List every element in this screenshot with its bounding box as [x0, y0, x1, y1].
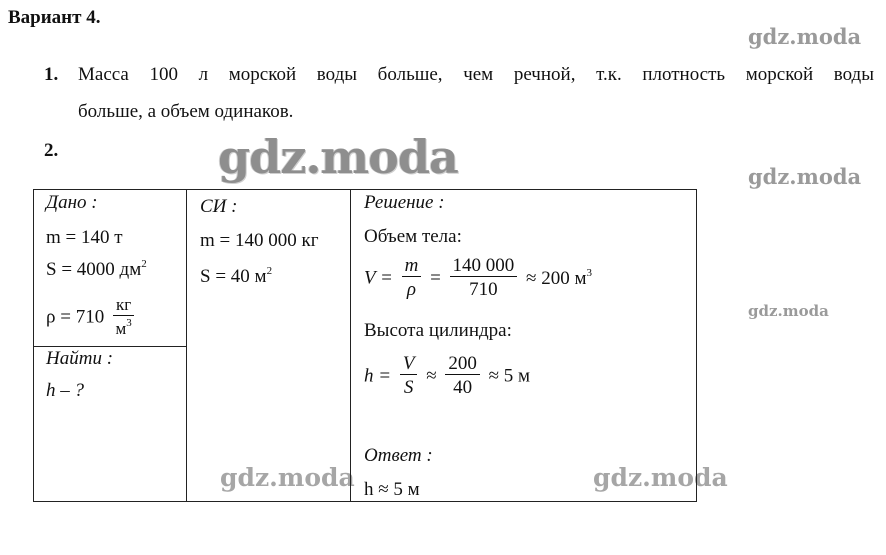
si-area: S = 40 $м^2$ [200, 265, 273, 287]
height-label: Высота цилиндра: [364, 320, 512, 341]
given-heading: Дано : [46, 192, 98, 213]
item-text-line: Масса 100 л морской воды больше, чем речной, т.к. плотность морской воды [78, 64, 874, 85]
item-text-line: больше, а объем одинаков. [78, 101, 294, 122]
watermark: gdz.moda [220, 463, 355, 492]
si-heading: СИ : [200, 196, 238, 217]
item-number: 2. [44, 140, 59, 161]
answer-value: h ≈ 5 м [364, 479, 420, 500]
volume-formula: V = $\frac{m}{\rho}$ = $\frac{140 000}{710}$ ≈ 200 $м^3$ [364, 255, 592, 300]
watermark: gdz.moda [218, 130, 458, 184]
watermark: gdz.moda [748, 24, 862, 49]
si-mass: m = 140 000 кг [200, 230, 319, 251]
given-mass: m = 140 т [46, 227, 123, 248]
watermark: gdz.moda [748, 164, 862, 189]
given-density: ρ = 710 $\frac{кг}{м^3}$ [46, 295, 138, 340]
find-heading: Найти : [46, 348, 114, 369]
item-number: 1. [44, 64, 59, 85]
watermark: gdz.moda [593, 463, 728, 492]
height-formula: h = $\frac{V}{S}$ ≈ $\frac{200}{40}$ ≈ 5 м [364, 353, 531, 398]
watermark: gdz.moda [748, 302, 829, 320]
answer-heading: Ответ : [364, 445, 433, 466]
find-height: h – ? [46, 380, 84, 401]
solution-heading: Решение : [364, 192, 445, 213]
page-title: Вариант 4. [8, 7, 101, 28]
given-area: S = 4000 $дм^2$ [46, 258, 147, 280]
volume-label: Объем тела: [364, 226, 462, 247]
